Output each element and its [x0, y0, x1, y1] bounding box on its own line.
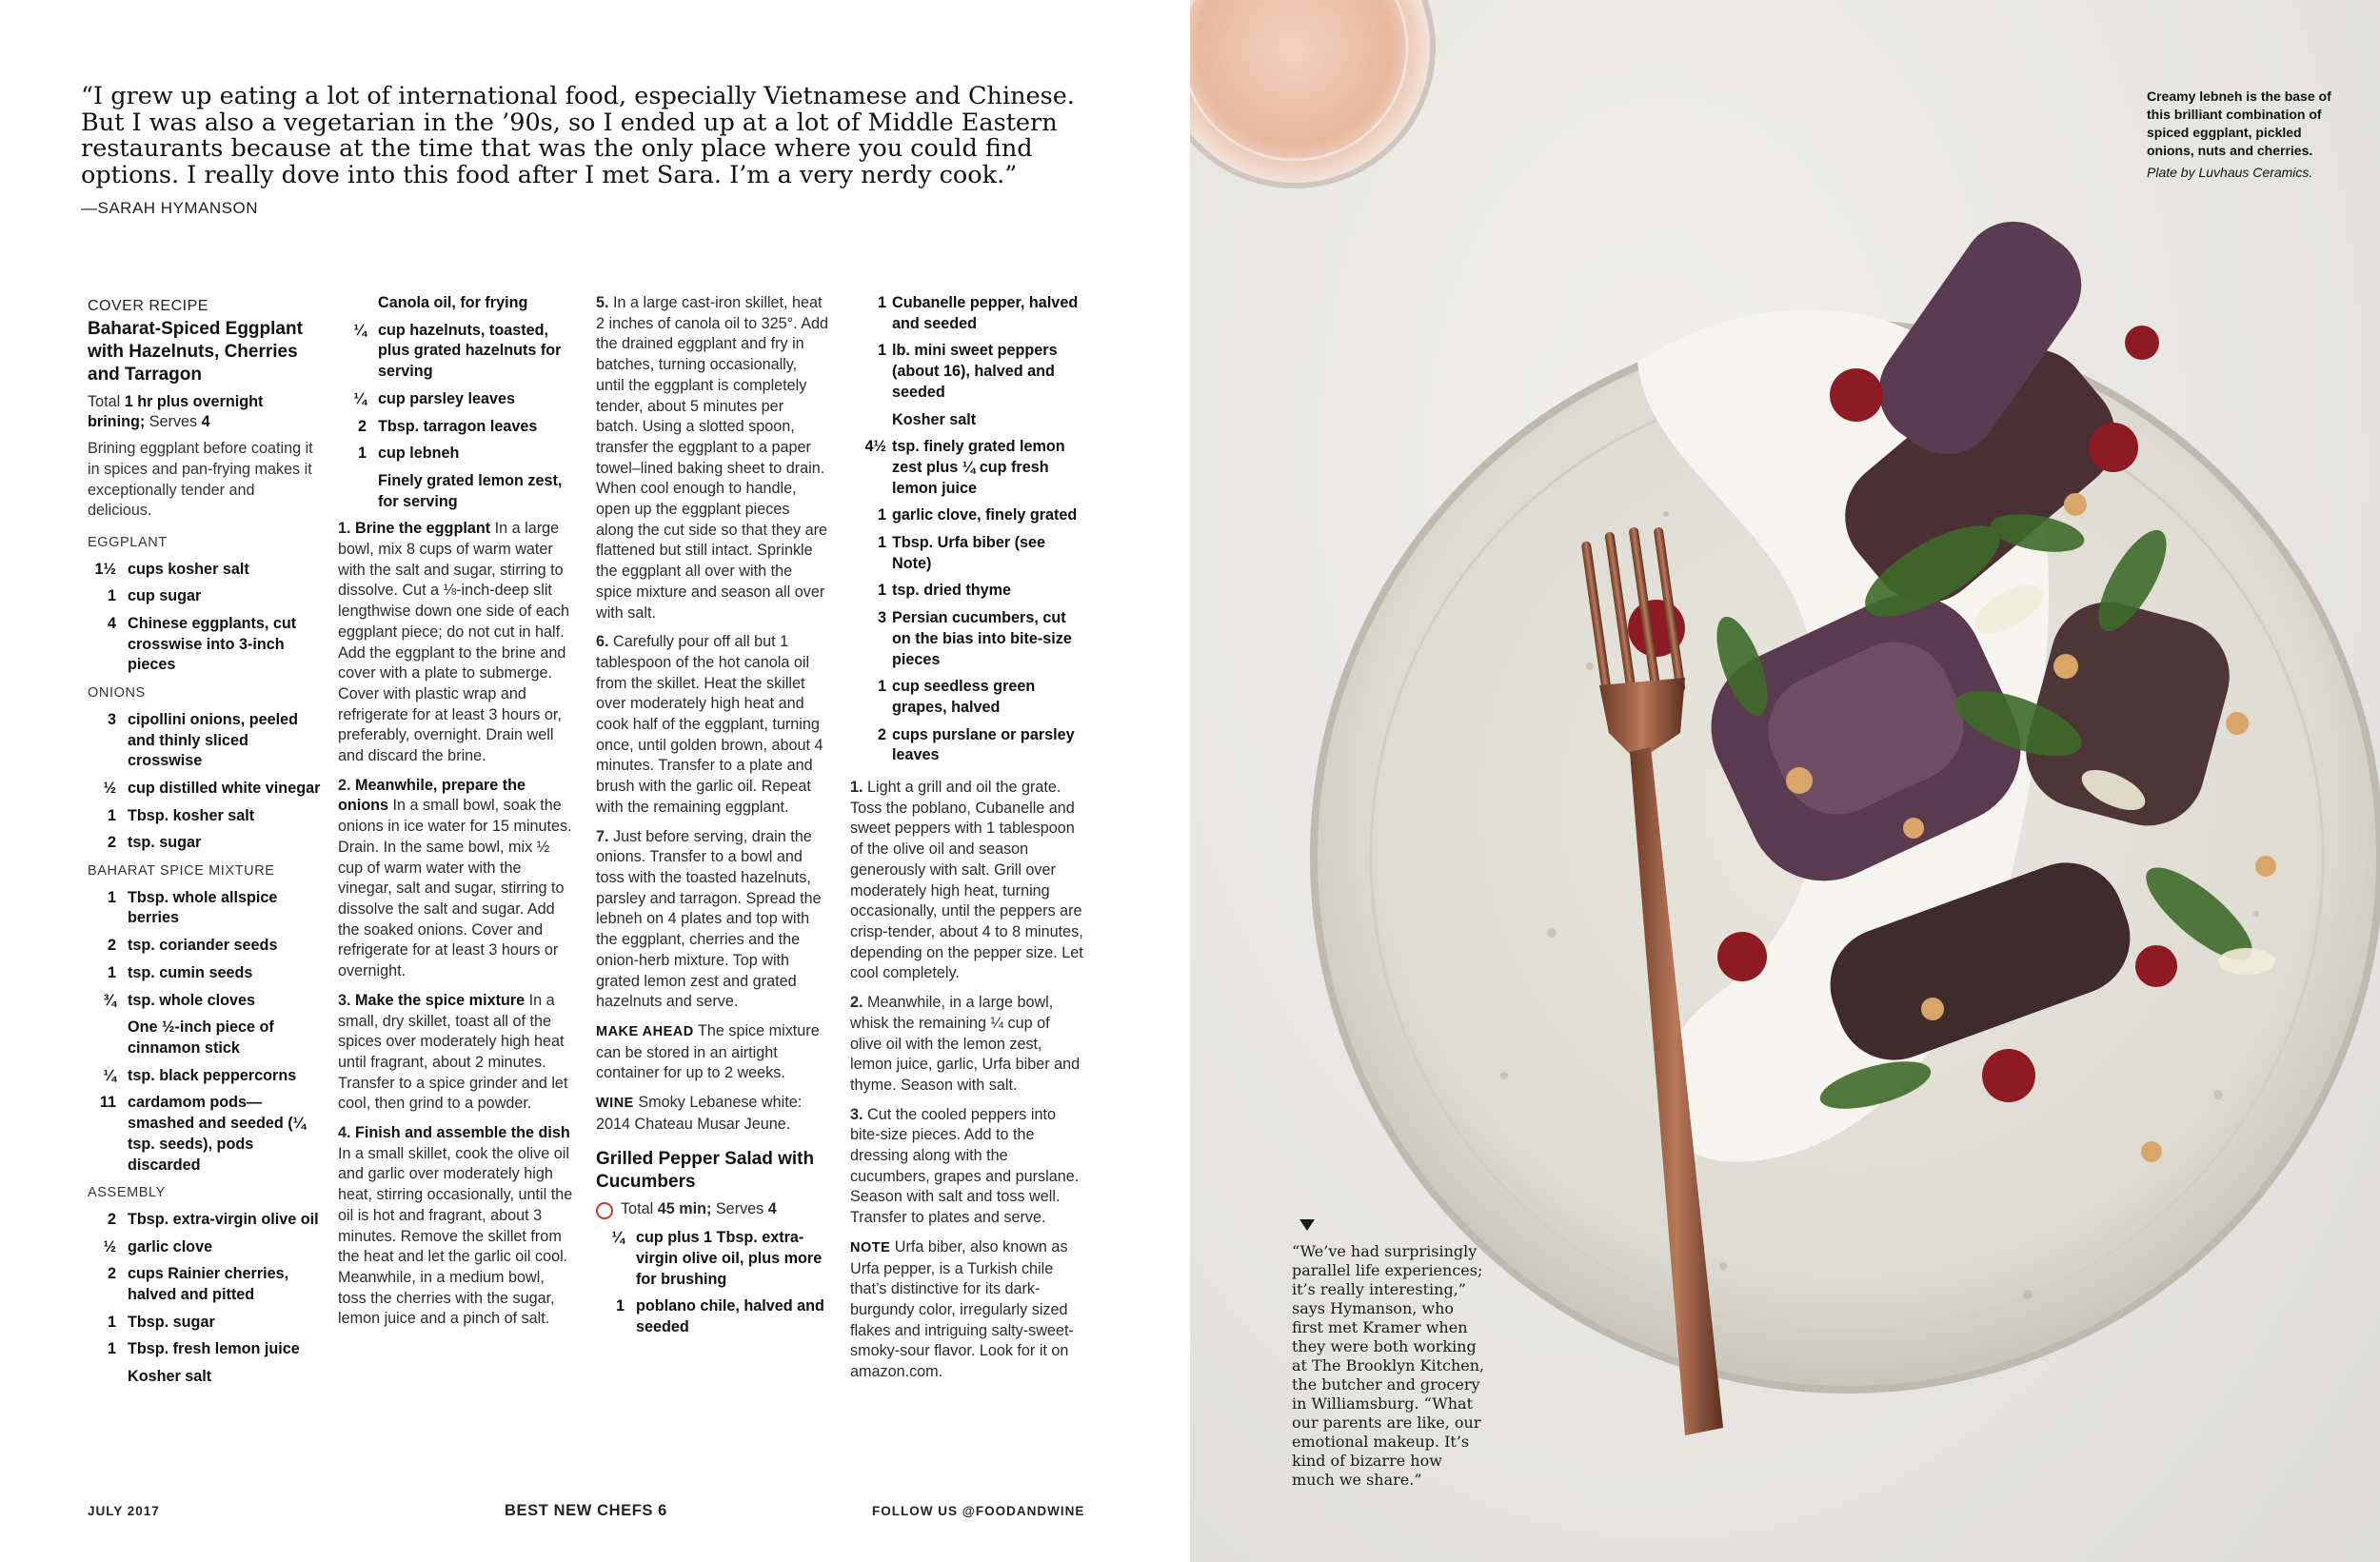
ingredient-text: Chinese eggplants, cut crosswise into 3-inch pieces	[128, 615, 297, 674]
ingredient-text: Persian cucumbers, cut on the bias into bite-size pieces	[892, 609, 1072, 668]
ingredient-text: tsp. dried thyme	[892, 582, 1012, 600]
column-1	[88, 293, 321, 1394]
step-number: 4.	[338, 1124, 351, 1142]
cover-recipe-kicker: COVER RECIPE	[88, 298, 208, 314]
recipe-title: Baharat-Spiced Eggplant with Hazelnuts, Cherries and Tarragon	[88, 318, 303, 385]
step-number: 3.	[850, 1105, 863, 1123]
ingredient	[88, 710, 321, 772]
footer-follow: FOLLOW US @FOODANDWINE	[872, 1504, 1085, 1518]
ingredient	[850, 341, 1083, 403]
ingredient-qty: ½	[103, 779, 116, 797]
ingredient-text: Tbsp. Urfa biber (see Note)	[892, 534, 1046, 572]
ingredient-qty: 1	[615, 1297, 625, 1315]
recipe-step	[338, 1123, 576, 1330]
ingredient-text: cup lebneh	[378, 445, 460, 463]
ingredient-qty: 2	[357, 417, 367, 435]
ingredient	[88, 1093, 321, 1176]
caption-text: Creamy lebneh is the base of this brilliant combination of spiced eggplant, pickled onions, nuts and cherries.	[2147, 89, 2331, 158]
ingredient	[850, 293, 1083, 334]
recipe-meta	[596, 1199, 829, 1220]
meta-serves: 4	[767, 1200, 777, 1218]
ingredient-text: Tbsp. fresh lemon juice	[128, 1340, 300, 1358]
ingredient-qty: 1	[107, 587, 116, 605]
ingredient-text: tsp. coriander seeds	[128, 937, 278, 955]
ingredient-text: Tbsp. kosher salt	[128, 806, 255, 824]
ingredient	[88, 991, 321, 1012]
pull-quote-line: restaurants because at the time that was the only place where you could find	[81, 134, 1033, 163]
note-text: Urfa biber, also known as Urfa pepper, is a Turkish chile that’s distinctive for its dark-burgundy color, irregularly sized flakes and intriguing salty-sweet-smoky-sour flavor. Look for it on amazon.com.	[850, 1237, 1074, 1381]
side-quote	[1292, 1242, 1487, 1490]
column-2	[338, 293, 576, 1338]
meta-prefix: Total	[88, 392, 125, 410]
ingredient	[850, 725, 1083, 766]
ingredient	[338, 444, 576, 465]
ingredient-text: tsp. sugar	[128, 834, 202, 852]
step-text: Meanwhile, in a large bowl, whisk the remaining ¼ cup of olive oil with the lemon zest, lemon juice, garlic, Urfa biber and thyme. Season with salt.	[850, 994, 1081, 1094]
ingredient-qty: 1	[877, 506, 886, 524]
ingredient	[596, 1228, 829, 1290]
ingredient-qty: 1	[107, 1313, 116, 1331]
step-lead: Make the spice mixture	[355, 991, 526, 1009]
ingredient	[88, 833, 321, 854]
recipe-step	[850, 778, 1083, 984]
ingredient	[850, 533, 1083, 574]
recipe-step	[850, 993, 1083, 1097]
ingredient-text: Kosher salt	[128, 1368, 212, 1386]
pull-quote-line: “I grew up eating a lot of international food, especially Vietnamese and Chinese.	[81, 82, 1075, 110]
photo-caption	[2147, 88, 2351, 182]
triangle-marker-icon	[1299, 1219, 1315, 1231]
ingredient-text: cardamom pods—smashed and seeded (¼ tsp. seeds), pods discarded	[128, 1094, 307, 1174]
timer-icon	[596, 1202, 613, 1219]
ingredient-text: cup hazelnuts, toasted, plus grated hazelnuts for serving	[378, 321, 562, 381]
ingredient	[88, 936, 321, 957]
step-number: 3.	[338, 991, 351, 1009]
meta-time: 1 hr plus overnight brining;	[88, 392, 264, 431]
ingredient-qty: ¾	[103, 991, 116, 1009]
ingredient	[850, 437, 1083, 499]
footer-date: JULY 2017	[88, 1504, 160, 1518]
ingredient	[88, 779, 321, 800]
section-heading-assembly: ASSEMBLY	[88, 1185, 166, 1201]
ingredient-qty: ¼	[611, 1229, 625, 1247]
ingredient-text: cup parsley leaves	[378, 389, 515, 407]
footer-section: BEST NEW CHEFS 6	[505, 1502, 667, 1519]
ingredient-text: tsp. whole cloves	[128, 991, 256, 1009]
ingredient	[850, 581, 1083, 602]
recipe-step	[338, 519, 576, 766]
ingredient	[88, 1210, 321, 1231]
meta-time: 45 min;	[657, 1200, 712, 1218]
urfa-note	[850, 1237, 1083, 1383]
column-3	[596, 293, 829, 1345]
step-number: 7.	[596, 827, 609, 845]
ingredient	[338, 471, 576, 512]
note-label: NOTE	[850, 1239, 891, 1256]
section-heading-onions: ONIONS	[88, 685, 146, 702]
ingredient	[850, 677, 1083, 718]
ingredient-text: tsp. cumin seeds	[128, 963, 253, 981]
recipe-title: Grilled Pepper Salad with Cucumbers	[596, 1149, 815, 1193]
ingredient-text: tsp. finely grated lemon zest plus ¼ cup fresh lemon juice	[892, 438, 1065, 497]
ingredient-qty: 2	[877, 725, 886, 743]
ingredient	[88, 1018, 321, 1058]
ingredient-qty: 1	[877, 342, 886, 360]
quote-attribution: —SARAH HYMANSON	[81, 199, 259, 217]
section-heading-eggplant: EGGPLANT	[88, 534, 168, 550]
ingredient-text: Cubanelle pepper, halved and seeded	[892, 294, 1079, 332]
ingredient-text: cups purslane or parsley leaves	[892, 725, 1075, 764]
ingredient-qty: 4½	[864, 438, 886, 456]
ingredient	[88, 1339, 321, 1360]
ingredient-text: Tbsp. tarragon leaves	[378, 417, 538, 435]
ingredient	[338, 293, 576, 314]
ingredient-qty: 2	[107, 1265, 116, 1283]
pull-quote-line: options. I really dove into this food after I met Sara. I’m a very nerdy cook.”	[81, 160, 1018, 189]
step-number: 1.	[338, 520, 351, 538]
ingredient-qty: 1½	[94, 560, 116, 578]
ingredient	[596, 1296, 829, 1337]
ingredient	[88, 1066, 321, 1087]
ingredient	[88, 806, 321, 827]
ingredient-qty: 1	[107, 963, 116, 981]
step-number: 2.	[338, 776, 351, 794]
step-text: In a small skillet, cook the olive oil and garlic over moderately high heat, stirring occasionally, until the oil is hot and fragrant, about 3 minutes. Remove the skillet from the heat and let the garlic oil cool. Meanwhile, in a medium bowl, toss the cherries with the sugar, lemon juice and a pinch of salt.	[338, 1144, 573, 1328]
recipe-step	[338, 991, 576, 1115]
ingredient-qty: 1	[107, 888, 116, 906]
step-text: In a small, dry skillet, toast all of the spices over moderately high heat until fragrant, about 2 minutes. Transfer to a spice grinder and let cool, then grind to a powder.	[338, 991, 568, 1113]
ingredient-text: cups kosher salt	[128, 560, 249, 578]
ingredient	[850, 608, 1083, 670]
step-text: In a large cast-iron skillet, heat 2 inches of canola oil to 325°. Add the drained eggplant and fry in batches, turning occasionally, until the eggplant is completely tender, about 5 minutes per batch. Using a slotted spoon, transfer the eggplant to a paper towel–lined baking sheet to drain. When cool enough to handle, open up the eggplant pieces along the cut side so that they are flattened but still intact. Sprinkle the eggplant all over with the spice mixture and season all over with salt.	[596, 294, 829, 622]
pull-quote-line: But I was also a vegetarian in the ’90s, so I ended up at a lot of Middle Eastern	[81, 108, 1058, 137]
ingredient-qty	[338, 293, 378, 314]
ingredient-text: cup sugar	[128, 587, 202, 605]
ingredient-qty: 2	[107, 1210, 116, 1228]
caption-credit: Plate by Luvhaus Ceramics.	[2147, 165, 2313, 180]
step-lead: Finish and assemble the dish	[355, 1124, 570, 1142]
food-photo	[1190, 0, 2380, 1562]
step-text: In a large bowl, mix 8 cups of warm water with the salt and sugar, stirring to dissolve. Cut a ⅛-inch-deep slit lengthwise down one side of each eggplant piece; do not cut in half. Add the eggplant to the brine and cover with a plate to submerge. Cover with plastic wrap and refrigerate for at least 3 hours or, preferably, overnight. Drain well and discard the brine.	[338, 520, 569, 765]
side-quote-text: “We’ve had surprisingly parallel life experiences; it’s really interesting,” says Hymanson, who first met Kramer when they were both working at The Brooklyn Kitchen, the butcher and grocery in Williamsburg. “What our parents are like, our emotional makeup. It’s kind of bizarre how much we share.”	[1292, 1242, 1485, 1489]
ingredient-text: Kosher salt	[892, 410, 977, 428]
ingredient-qty: ½	[103, 1237, 116, 1256]
ingredient-text: tsp. black peppercorns	[128, 1066, 297, 1084]
make-ahead-label: MAKE AHEAD	[596, 1023, 694, 1039]
step-number: 2.	[850, 994, 863, 1012]
ingredient-qty: ¼	[103, 1066, 116, 1084]
ingredient	[88, 560, 321, 581]
ingredient-qty: 1	[107, 806, 116, 824]
step-text: In a small bowl, soak the onions in ice water for 15 minutes. Drain. In the same bowl, mix ½ cup of warm water with the vinegar, salt and sugar, stirring to dissolve the salt and sugar. Add the soaked onions. Cover and refrigerate for at least 3 hours or overnight.	[338, 797, 572, 980]
ingredient-qty	[88, 1367, 128, 1388]
ingredient	[338, 417, 576, 438]
ingredient-text: Tbsp. sugar	[128, 1313, 215, 1331]
step-lead: Brine the eggplant	[355, 520, 491, 538]
step-number: 6.	[596, 633, 609, 651]
meta-mid: Serves	[711, 1200, 768, 1218]
recipe-step	[596, 632, 829, 818]
ingredient-qty: 1	[877, 534, 886, 552]
ingredient-text: cup plus 1 Tbsp. extra-virgin olive oil, plus more for brushing	[636, 1229, 823, 1288]
section-heading-spice: BAHARAT SPICE MIXTURE	[88, 863, 275, 880]
meta-mid: Serves	[145, 413, 202, 431]
ingredient-text: garlic clove, finely grated	[892, 506, 1078, 524]
ingredient-qty: 1	[877, 582, 886, 600]
ingredient-text: lb. mini sweet peppers (about 16), halved and seeded	[892, 342, 1058, 401]
ingredient-text: cup seedless green grapes, halved	[892, 678, 1036, 716]
ingredient-text: Tbsp. extra-virgin olive oil	[128, 1210, 319, 1228]
meta-prefix: Total	[621, 1200, 658, 1218]
ingredient-qty: 1	[107, 1340, 116, 1358]
ingredient-text: cup distilled white vinegar	[128, 779, 321, 797]
recipe-meta	[88, 392, 321, 433]
ingredient-qty: 3	[877, 609, 886, 627]
recipe-step	[596, 293, 829, 623]
ingredient-qty: ¼	[353, 321, 367, 339]
meta-text	[621, 1199, 777, 1220]
ingredient	[88, 1367, 321, 1388]
wine-note	[596, 1093, 829, 1135]
ingredient-text: garlic clove	[128, 1237, 213, 1256]
ingredient-qty	[88, 1018, 128, 1058]
step-text: Light a grill and oil the grate. Toss the poblano, Cubanelle and sweet peppers with 1 tablespoon of the olive oil and season generously with salt. Grill over moderately high heat, turning occasionally, until the peppers are crisp-tender, about 4 to 8 minutes, depending on the pepper size. Let cool completely.	[850, 779, 1083, 982]
step-text: Cut the cooled peppers into bite-size pieces. Add to the dressing along with the cucumbers, grapes and purslane. Season with salt and toss well. Transfer to plates and serve.	[850, 1105, 1080, 1227]
ingredient-qty: 2	[107, 834, 116, 852]
column-4	[850, 293, 1083, 1392]
ingredient-qty: 2	[107, 937, 116, 955]
ingredient-qty: ¼	[353, 389, 367, 407]
ingredient-text: Finely grated lemon zest, for serving	[378, 471, 563, 510]
ingredient	[88, 586, 321, 607]
ingredient-qty	[850, 410, 892, 431]
step-lead: Meanwhile, prepare the onions	[338, 776, 526, 815]
ingredient	[338, 389, 576, 410]
ingredient-qty	[338, 471, 378, 512]
ingredient	[88, 1237, 321, 1258]
make-ahead-note	[596, 1021, 829, 1084]
recipe-step	[596, 827, 829, 1013]
ingredient	[850, 505, 1083, 526]
step-number: 5.	[596, 294, 609, 311]
ingredient-qty: 1	[877, 294, 886, 311]
ingredient-text: cipollini onions, peeled and thinly sliced crosswise	[128, 710, 298, 770]
wine-text: Smoky Lebanese white: 2014 Chateau Musar Jeune.	[596, 1094, 803, 1133]
ingredient-text: Canola oil, for frying	[378, 294, 528, 311]
ingredient-text: cups Rainier cherries, halved and pitted	[128, 1265, 289, 1304]
make-ahead-text: The spice mixture can be stored in an airtight container for up to 2 weeks.	[596, 1021, 820, 1082]
ingredient-qty: 1	[357, 445, 367, 463]
ingredient	[88, 1313, 321, 1334]
ingredient-qty: 3	[107, 710, 116, 728]
ingredient	[88, 1264, 321, 1305]
ingredient	[88, 614, 321, 676]
ingredient-qty: 1	[877, 678, 886, 696]
recipe-step	[850, 1105, 1083, 1229]
ingredient-qty: 4	[107, 615, 116, 633]
ingredient	[338, 321, 576, 383]
ingredient	[88, 963, 321, 984]
recipe-step	[338, 776, 576, 982]
recipe-intro: Brining eggplant before coating it in spices and pan-frying makes it exceptionally tender and delicious.	[88, 440, 313, 520]
pull-quote	[81, 82, 1075, 189]
ingredient-text: Tbsp. whole allspice berries	[128, 888, 278, 927]
wine-label: WINE	[596, 1096, 634, 1112]
meta-serves: 4	[201, 413, 210, 431]
ingredient	[88, 888, 321, 929]
ingredient-qty: 11	[99, 1094, 116, 1112]
step-text: Carefully pour off all but 1 tablespoon of the hot canola oil from the skillet. Heat the skillet over moderately high heat and cook half of the eggplant, turning once, until golden brown, about 4 minutes. Transfer to a plate and brush with the garlic oil. Repeat with the remaining eggplant.	[596, 633, 823, 816]
ingredient-text: One ½-inch piece of cinnamon stick	[128, 1018, 274, 1057]
ingredient-text: poblano chile, halved and seeded	[636, 1297, 824, 1335]
step-number: 1.	[850, 779, 863, 797]
ingredient	[850, 410, 1083, 431]
step-text: Just before serving, drain the onions. Transfer to a bowl and toss with the toasted hazelnuts, parsley and tarragon. Spread the lebneh on 4 plates and top with the eggplant, cherries and the onion-herb mixture. Top with grated lemon zest and grated hazelnuts and serve.	[596, 827, 822, 1011]
